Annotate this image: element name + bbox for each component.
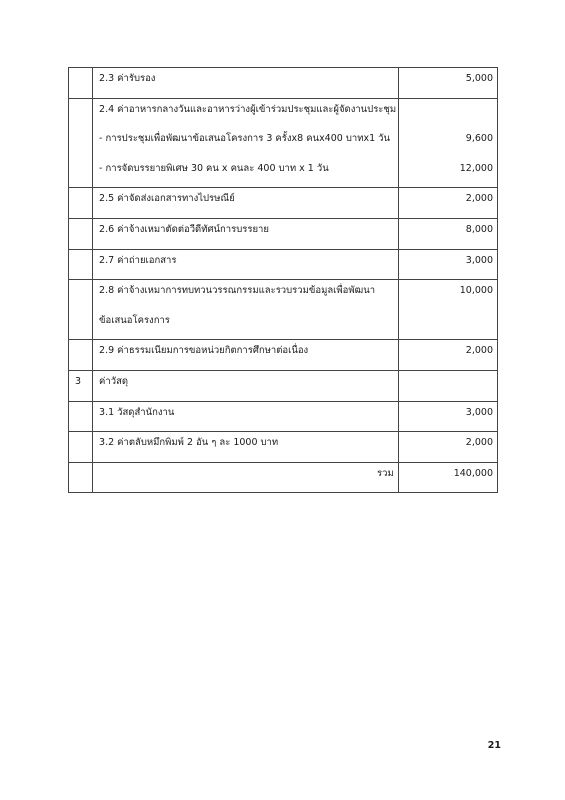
item-amount-cell (398, 432, 497, 463)
item-amount: 9,600 (465, 133, 493, 145)
table-row (69, 68, 498, 99)
table-row (69, 370, 498, 401)
item-description-cell (93, 370, 399, 401)
item-number (69, 250, 92, 280)
item-description-line: 2.8 ค่าจ้างเหมาการทบทวนวรรณกรรมและรวบรวมข้อมูลเพื่อพัฒนา (99, 285, 376, 297)
item-number-cell (69, 249, 93, 280)
item-number-cell (69, 370, 93, 401)
item-number (69, 188, 92, 218)
item-description-line: ข้อเสนอโครงการ (99, 314, 170, 326)
item-amount: 10,000 (459, 285, 493, 297)
budget-table-body (69, 68, 498, 463)
item-description-cell (93, 340, 399, 371)
item-description-cell (93, 68, 399, 99)
item-description-line: - การประชุมเพื่อพัฒนาข้อเสนอโครงการ 3 ครั้งx8 คนx400 บาทx1 วัน (99, 133, 390, 145)
item-amount (399, 99, 497, 129)
item-amount-cell (398, 218, 497, 249)
table-row (69, 218, 498, 249)
total-amount-cell (398, 462, 497, 493)
item-amount: 2,000 (465, 345, 493, 357)
item-description-line: 3.1 วัสดุสำนักงาน (99, 406, 175, 418)
item-number: 3 (75, 375, 82, 387)
item-amount-cell (398, 370, 497, 401)
item-number (69, 432, 92, 462)
item-amount-cell (398, 68, 497, 99)
item-number (69, 340, 92, 370)
item-amount: 3,000 (465, 406, 493, 418)
item-number (69, 68, 92, 98)
item-amount: 8,000 (465, 223, 493, 235)
table-row (69, 432, 498, 463)
total-label: รวม (377, 467, 394, 479)
item-description-cell (93, 98, 399, 188)
item-number-cell (69, 218, 93, 249)
item-amount (399, 371, 497, 401)
table-row (69, 280, 498, 340)
budget-table (68, 67, 498, 493)
total-no-cell (69, 462, 93, 493)
item-description-line: 2.7 ค่าถ่ายเอกสาร (99, 254, 177, 266)
item-description-line: 2.6 ค่าจ้างเหมาตัดต่อวีดีทัศน์การบรรยาย (99, 223, 269, 235)
item-description-line: 3.2 ค่าตลับหมึกพิมพ์ 2 อัน ๆ ละ 1000 บาท (99, 437, 279, 449)
table-row (69, 401, 498, 432)
item-description-line: ค่าวัสดุ (99, 375, 129, 387)
item-description-line: 2.4 ค่าอาหารกลางวันและอาหารว่างผู้เข้าร่วมประชุมและผู้จัดงานประชุม (99, 103, 397, 115)
item-number-cell (69, 340, 93, 371)
item-amount: 12,000 (459, 162, 493, 174)
item-number (69, 280, 92, 310)
item-amount-cell (398, 340, 497, 371)
total-row (69, 462, 498, 493)
item-description-cell (93, 218, 399, 249)
table-row (69, 188, 498, 219)
item-number-cell (69, 401, 93, 432)
item-number-cell (69, 68, 93, 99)
table-row (69, 249, 498, 280)
total-amount: 140,000 (453, 467, 493, 479)
item-number (69, 402, 92, 432)
item-amount (399, 310, 497, 340)
item-amount: 2,000 (465, 437, 493, 449)
item-amount-cell (398, 280, 497, 340)
page-number: 21 (487, 740, 501, 751)
item-amount-cell (398, 249, 497, 280)
item-amount-cell (398, 401, 497, 432)
item-number-cell (69, 98, 93, 188)
item-description-line: 2.9 ค่าธรรมเนียมการขอหน่วยกิตการศึกษาต่อเนื่อง (99, 345, 309, 357)
item-amount-cell (398, 188, 497, 219)
item-description-line: 2.3 ค่ารับรอง (99, 73, 156, 84)
table-row (69, 98, 498, 188)
item-amount: 3,000 (465, 254, 493, 266)
table-row (69, 340, 498, 371)
item-description-cell (93, 432, 399, 463)
item-number-cell (69, 188, 93, 219)
item-description-cell (93, 280, 399, 340)
item-amount: 5,000 (465, 73, 493, 84)
item-description-line: 2.5 ค่าจัดส่งเอกสารทางไปรษณีย์ (99, 193, 235, 205)
item-number-cell (69, 432, 93, 463)
item-description-cell (93, 249, 399, 280)
total-label-cell (93, 462, 399, 493)
item-number (69, 219, 92, 249)
item-description-cell (93, 188, 399, 219)
item-number (69, 99, 92, 129)
item-description-line: - การจัดบรรยายพิเศษ 30 คน x คนละ 400 บาท x 1 วัน (99, 162, 329, 174)
item-description-cell (93, 401, 399, 432)
item-amount: 2,000 (465, 193, 493, 205)
item-amount-cell (398, 98, 497, 188)
item-number-cell (69, 280, 93, 340)
